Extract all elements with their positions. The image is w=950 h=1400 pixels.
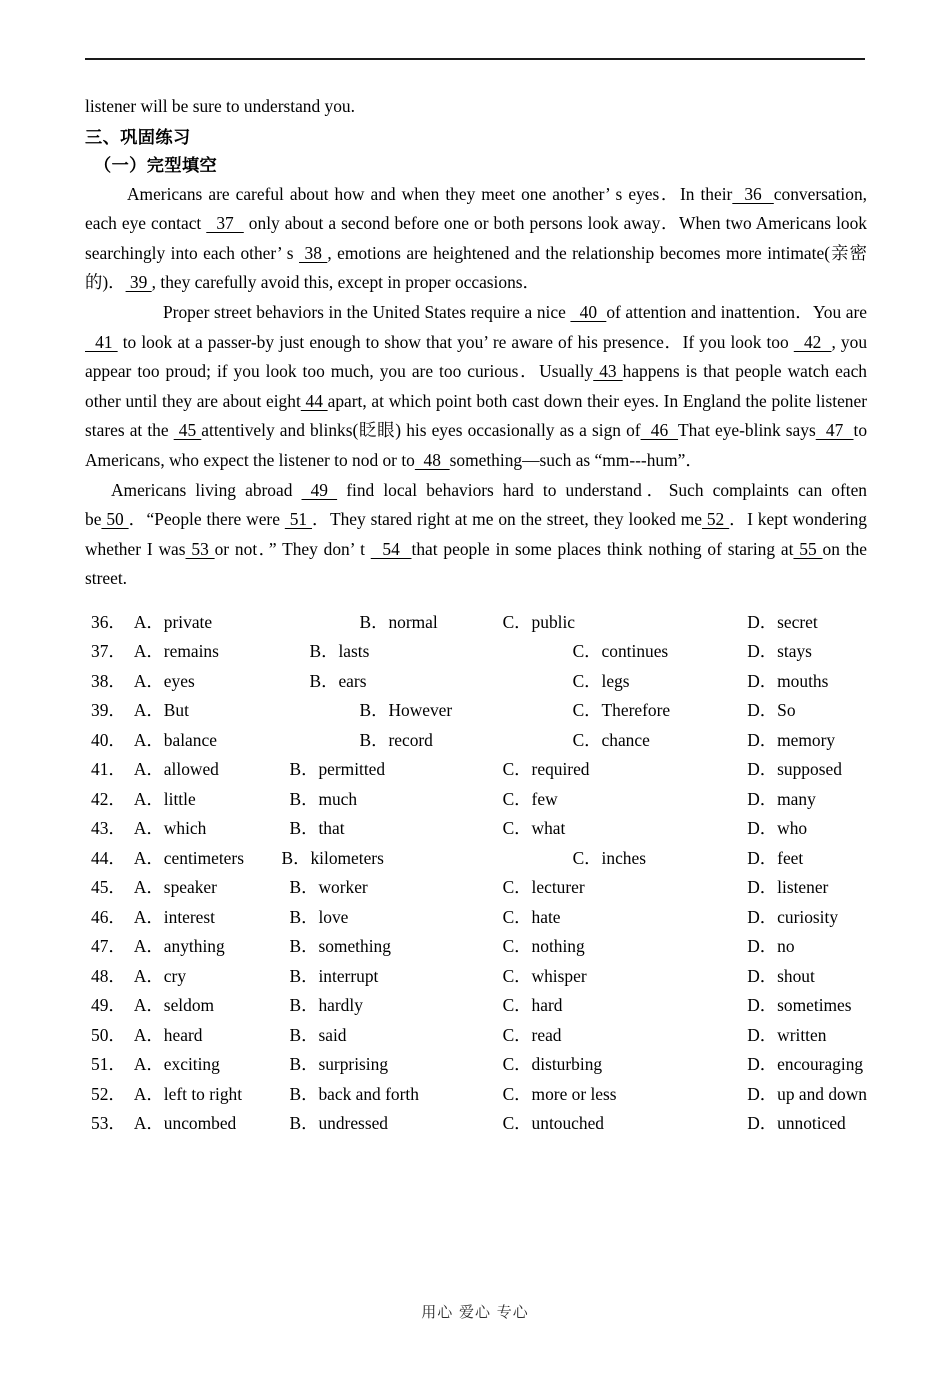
page-footer: 用心 爱心 专心: [421, 1303, 529, 1321]
question-number: 38．: [91, 670, 126, 691]
question-number: 43．: [91, 818, 126, 839]
option-row: [85, 1109, 867, 1139]
option-b[interactable]: B．interrupt: [289, 965, 379, 986]
option-c[interactable]: C．read: [502, 1024, 562, 1045]
passage-text: , they carefully avoid this, except in proper occasions．: [151, 272, 540, 293]
option-c[interactable]: C．chance: [572, 729, 650, 750]
question-number: 46．: [91, 906, 126, 927]
option-b[interactable]: B．kilometers: [281, 847, 384, 868]
question-number: 53．: [91, 1113, 126, 1134]
blank-52: 52: [701, 509, 730, 530]
option-d[interactable]: D．supposed: [747, 759, 842, 780]
blank-55: 55: [793, 538, 823, 559]
option-c[interactable]: C．what: [502, 818, 566, 839]
option-a[interactable]: A．exciting: [133, 1054, 220, 1075]
passage-text: conversation, each eye contact: [85, 183, 872, 234]
passage-paragraph-1: [85, 180, 872, 298]
option-a[interactable]: A．heard: [133, 1024, 203, 1045]
option-c[interactable]: C．disturbing: [502, 1054, 603, 1075]
blank-51: 51: [284, 509, 313, 530]
blank-39: 39: [125, 272, 152, 293]
option-row: [85, 1021, 867, 1051]
option-a[interactable]: A．left to right: [133, 1083, 243, 1104]
passage-text: , emotions are heightened and the relationship becomes more intimate(亲密的)．: [85, 242, 867, 293]
option-d[interactable]: D．curiosity: [747, 906, 839, 927]
section-heading: 三、巩固练习: [85, 127, 191, 148]
passage-text: happens is that people watch each other until they are about eight: [85, 361, 872, 411]
option-b[interactable]: B．surprising: [289, 1054, 389, 1075]
option-b[interactable]: B．much: [289, 788, 358, 809]
option-b[interactable]: B．back and forth: [289, 1083, 419, 1104]
passage-text: Americans living abroad: [111, 479, 302, 500]
option-b[interactable]: B．lasts: [309, 641, 370, 662]
option-c[interactable]: C．few: [502, 788, 558, 809]
option-b[interactable]: B．that: [289, 818, 345, 839]
option-b[interactable]: B．something: [289, 936, 391, 957]
option-c[interactable]: C．lecturer: [502, 877, 585, 898]
passage-text: , you appear too proud; if you look too much, you are too curious．Usually: [85, 331, 872, 382]
passage-paragraph-3: [85, 476, 872, 594]
option-row: [85, 932, 867, 962]
document-body: [85, 92, 872, 1139]
option-row: [85, 991, 867, 1021]
option-a[interactable]: A．eyes: [133, 670, 195, 691]
question-number: 52．: [91, 1083, 126, 1104]
option-d[interactable]: D．many: [747, 788, 816, 809]
passage-text: ．They stared right at me on the street, they looked me: [312, 509, 702, 530]
option-a[interactable]: A．speaker: [133, 877, 217, 898]
option-a[interactable]: A．seldom: [133, 995, 215, 1016]
option-d[interactable]: D．mouths: [747, 670, 829, 691]
option-b[interactable]: B．normal: [359, 611, 438, 632]
question-number: 37．: [91, 641, 126, 662]
passage-text: something—such as “mm---hum”．: [449, 449, 703, 470]
passage-text: or not．” They don’ t: [214, 538, 371, 559]
option-row: [85, 726, 867, 756]
blank-46: 46: [640, 420, 679, 441]
option-row: [85, 785, 867, 815]
option-row: [85, 814, 867, 844]
option-row: [85, 844, 867, 874]
option-b[interactable]: B．said: [289, 1024, 347, 1045]
passage-paragraph-2: [85, 298, 872, 476]
options-table: [85, 608, 867, 1139]
option-a[interactable]: A．little: [133, 788, 196, 809]
blank-49: 49: [301, 479, 338, 500]
passage-text: that people in some places think nothing of staring at: [411, 538, 794, 559]
passage-text: Proper street behaviors in the United States require a nice: [163, 301, 571, 322]
passage-text: to look at a passer-by just enough to show that you’ re aware of his presence．If you look too: [117, 331, 794, 352]
question-number: 44．: [91, 847, 126, 868]
option-b[interactable]: B．undressed: [289, 1113, 389, 1134]
option-c[interactable]: C．continues: [572, 641, 669, 662]
blank-42: 42: [793, 331, 832, 352]
option-d[interactable]: D．secret: [747, 611, 818, 632]
option-c[interactable]: C．Therefore: [572, 700, 671, 721]
option-row: [85, 962, 867, 992]
blank-53: 53: [185, 538, 215, 559]
option-b[interactable]: B．love: [289, 906, 349, 927]
option-d[interactable]: D．shout: [747, 965, 815, 986]
passage-text: ．I kept wondering whether I was: [85, 509, 872, 559]
option-b[interactable]: B．record: [359, 729, 433, 750]
option-row: [85, 1080, 867, 1110]
option-row: [85, 1050, 867, 1080]
passage-text: on the street.: [85, 538, 872, 589]
option-row: [85, 667, 867, 697]
option-row: [85, 608, 867, 638]
passage-text: That eye-blink says: [678, 420, 816, 441]
option-c[interactable]: C．more or less: [502, 1083, 617, 1104]
option-row: [85, 873, 867, 903]
option-a[interactable]: A．balance: [133, 729, 217, 750]
blank-40: 40: [570, 301, 607, 322]
header-rule: [85, 58, 865, 60]
option-a[interactable]: A．private: [133, 611, 213, 632]
option-a[interactable]: A．interest: [133, 906, 215, 927]
question-number: 36．: [91, 611, 126, 632]
option-c[interactable]: C．hard: [502, 995, 563, 1016]
option-d[interactable]: D．memory: [747, 729, 836, 750]
blank-50: 50: [101, 509, 129, 530]
blank-36: 36: [732, 183, 774, 204]
option-d[interactable]: D．who: [747, 818, 808, 839]
passage-text: apart, at which point both cast down their eyes. In England the polite listener stares at the: [85, 390, 872, 441]
option-d[interactable]: D．listener: [747, 877, 829, 898]
option-b[interactable]: B．worker: [289, 877, 368, 898]
option-row: [85, 755, 867, 785]
option-a[interactable]: A．But: [133, 700, 189, 721]
option-c[interactable]: C．inches: [572, 847, 646, 868]
passage-text: of attention and inattention．You are: [606, 301, 872, 322]
option-b[interactable]: B．ears: [309, 670, 367, 691]
option-c[interactable]: C．legs: [572, 670, 630, 691]
option-a[interactable]: A．centimeters: [133, 847, 244, 868]
option-d[interactable]: D．unnoticed: [747, 1113, 846, 1134]
option-d[interactable]: D．no: [747, 936, 795, 957]
passage-text: Americans are careful about how and when they meet one another’ s eyes．In their: [127, 183, 733, 204]
option-a[interactable]: A．uncombed: [133, 1113, 237, 1134]
option-c[interactable]: C．public: [502, 611, 576, 632]
question-number: 40．: [91, 729, 126, 750]
question-number: 39．: [91, 700, 126, 721]
option-d[interactable]: D．stays: [747, 641, 812, 662]
option-c[interactable]: C．required: [502, 759, 590, 780]
option-d[interactable]: D．sometimes: [747, 995, 852, 1016]
question-number: 49．: [91, 995, 126, 1016]
blank-38: 38: [299, 242, 328, 263]
option-d[interactable]: D．encouraging: [747, 1054, 864, 1075]
passage-text: ．“People there were: [128, 509, 285, 530]
passage-text: find local behaviors hard to understand．Such complaints can often be: [85, 479, 872, 530]
subsection-heading: （一）完型填空: [94, 155, 218, 176]
option-c[interactable]: C．nothing: [502, 936, 585, 957]
option-b[interactable]: B．However: [359, 700, 453, 721]
blank-45: 45: [173, 420, 202, 441]
option-b[interactable]: B．permitted: [289, 759, 386, 780]
option-row: [85, 637, 867, 667]
passage-text: to Americans, who expect the listener to nod or to: [85, 420, 871, 470]
question-number: 42．: [91, 788, 126, 809]
passage-text: attentively and blinks(眨眼) his eyes occasionally as a sign of: [201, 420, 641, 441]
intro-line: listener will be sure to understand you.: [85, 96, 355, 116]
option-d[interactable]: D．up and down: [747, 1083, 867, 1104]
option-b[interactable]: B．hardly: [289, 995, 363, 1016]
option-c[interactable]: C．untouched: [502, 1113, 604, 1134]
option-a[interactable]: A．allowed: [133, 759, 219, 780]
blank-44: 44: [300, 390, 328, 411]
passage-text: only about a second before one or both persons look away．When two Americans look searchingly into each other’ s: [85, 213, 872, 263]
question-number: 51．: [91, 1054, 126, 1075]
question-number: 50．: [91, 1024, 126, 1045]
blank-47: 47: [815, 420, 854, 441]
blank-37: 37: [206, 213, 244, 234]
option-a[interactable]: A．remains: [133, 641, 219, 662]
option-a[interactable]: A．cry: [133, 965, 187, 986]
question-number: 48．: [91, 965, 126, 986]
option-d[interactable]: D．So: [747, 700, 796, 721]
blank-41: 41: [85, 331, 118, 352]
blank-43: 43: [593, 361, 623, 382]
option-d[interactable]: D．feet: [747, 847, 804, 868]
question-number: 47．: [91, 936, 126, 957]
question-number: 41．: [91, 759, 126, 780]
option-row: [85, 696, 867, 726]
option-a[interactable]: A．which: [133, 818, 207, 839]
question-number: 45．: [91, 877, 126, 898]
document-page: [0, 58, 950, 1400]
option-row: [85, 903, 867, 933]
blank-48: 48: [414, 449, 450, 470]
blank-54: 54: [370, 538, 412, 559]
option-c[interactable]: C．hate: [502, 906, 561, 927]
option-a[interactable]: A．anything: [133, 936, 225, 957]
option-d[interactable]: D．written: [747, 1024, 827, 1045]
option-c[interactable]: C．whisper: [502, 965, 587, 986]
